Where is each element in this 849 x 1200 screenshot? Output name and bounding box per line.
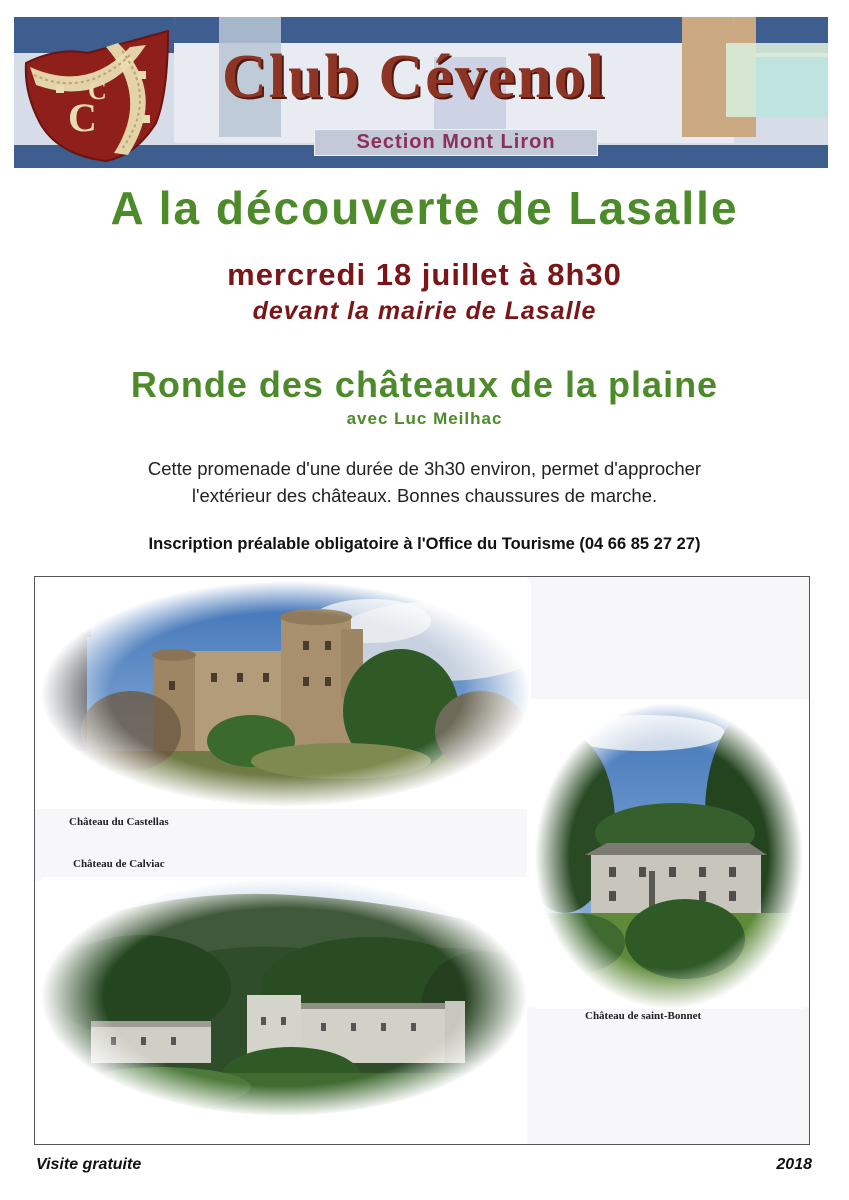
svg-text:C: C: [88, 76, 107, 105]
photo-caption: Château du Castellas: [69, 816, 169, 828]
svg-text:C: C: [68, 95, 97, 140]
photo-collage: [34, 576, 810, 1145]
photo-chateau-castellas: [41, 581, 531, 807]
walk-title: Ronde des châteaux de la plaine: [130, 364, 719, 405]
description-line: l'extérieur des châteaux. Bonnes chaussures de marche.: [191, 485, 658, 506]
photo-chateau-saint-bonnet: [535, 703, 803, 1009]
club-banner: [14, 17, 828, 168]
registration-notice: Inscription préalable obligatoire à l'Office du Tourisme (04 66 85 27 27): [148, 535, 701, 553]
meeting-place: devant la mairie de Lasalle: [252, 297, 597, 325]
event-title: A la découverte de Lasalle: [110, 182, 739, 234]
free-visit-note: Visite gratuite: [36, 1156, 142, 1173]
guide-name: avec Luc Meilhac: [346, 409, 503, 428]
event-date: mercredi 18 juillet à 8h30: [227, 257, 622, 292]
section-label: Section Mont Liron: [314, 129, 598, 156]
collage-panel: [527, 577, 809, 699]
description-line: Cette promenade d'une durée de 3h30 environ, permet d'approcher: [147, 458, 702, 479]
photo-chateau-calviac: [41, 877, 527, 1117]
club-shield-logo: [18, 23, 176, 163]
photo-caption: Château de saint-Bonnet: [585, 1010, 702, 1022]
club-title: Club Cévenol: [222, 43, 606, 111]
collage-panel: [527, 1007, 809, 1144]
event-description: [0, 455, 849, 509]
photo-caption: Château de Calviac: [73, 858, 165, 870]
year-label: 2018: [776, 1156, 812, 1173]
